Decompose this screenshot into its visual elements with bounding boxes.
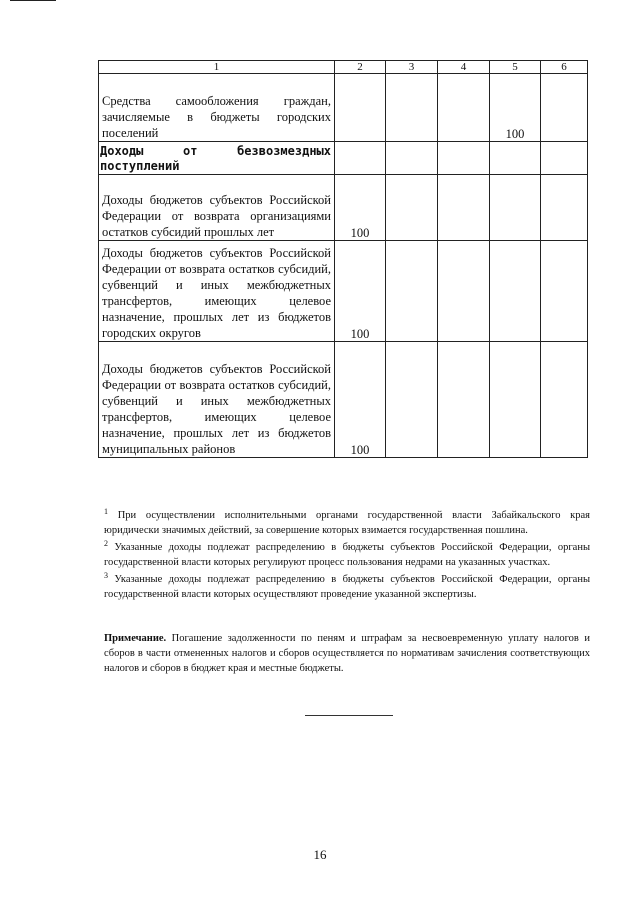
- table-cell: [541, 142, 588, 175]
- footnote-mark: 2: [104, 539, 108, 548]
- table-cell: [335, 142, 386, 175]
- separator-rule: [305, 715, 393, 716]
- footnotes: [104, 508, 590, 604]
- row-label: Средства самообложения граждан, зачисляемые в бюджеты городских поселений: [99, 74, 335, 142]
- column-header: 3: [386, 61, 438, 74]
- table-cell: [541, 241, 588, 342]
- table-cell: [335, 74, 386, 142]
- row-label: Доходы бюджетов субъектов Российской Федерации от возврата остатков субсидий, субвенций и иных межбюджетных трансфертов, имеющих целевое назначение, прошлых лет из бюджетов городских округов: [99, 241, 335, 342]
- column-header: 4: [438, 61, 490, 74]
- table-cell: [386, 241, 438, 342]
- table-cell: 100: [490, 74, 541, 142]
- table-row-section-header: [99, 142, 588, 175]
- note: [104, 631, 590, 676]
- table-cell: [490, 241, 541, 342]
- table-cell: [438, 175, 490, 241]
- note-text: Погашение задолженности по пеням и штрафам за несвоевременную уплату налогов и сборов в части отмененных налогов и сборов осуществляется по нормативам зачисления соответствующих налогов и сборов в бюджет края и местные бюджеты.: [104, 633, 590, 674]
- table-cell: [386, 175, 438, 241]
- note-label: Примечание.: [104, 633, 167, 644]
- top-rule: [10, 0, 56, 1]
- table-row: [99, 74, 588, 142]
- table-cell: [490, 142, 541, 175]
- table-cell: [541, 74, 588, 142]
- table-row: [99, 175, 588, 241]
- column-header: 6: [541, 61, 588, 74]
- footnote: [104, 540, 590, 570]
- footnote: [104, 572, 590, 602]
- footnote-text: При осуществлении исполнительными органами государственной власти Забайкальского края юридически значимых действий, за совершение которых взимается государственная пошлина.: [104, 510, 591, 536]
- footnote-mark: 1: [104, 507, 108, 516]
- row-label: Доходы бюджетов субъектов Российской Федерации от возврата остатков субсидий, субвенций и иных межбюджетных трансфертов, имеющих целевое назначение, прошлых лет из бюджетов муниципальных районов: [99, 342, 335, 458]
- table-cell: [490, 342, 541, 458]
- table-cell: [386, 142, 438, 175]
- table-cell: [386, 74, 438, 142]
- table-cell: 100: [335, 175, 386, 241]
- table-row: [99, 241, 588, 342]
- footnote-mark: 3: [104, 571, 108, 580]
- row-label: Доходы бюджетов субъектов Российской Федерации от возврата организациями остатков субсидий прошлых лет: [99, 175, 335, 241]
- table-cell: 100: [335, 342, 386, 458]
- table-cell: [541, 342, 588, 458]
- row-label: Доходы от безвозмездных поступлений: [99, 142, 335, 175]
- page-number: 16: [313, 847, 327, 862]
- table-cell: [438, 342, 490, 458]
- footnote-text: Указанные доходы подлежат распределению в бюджеты субъектов Российской Федерации, органы государственной власти которых осуществляют проведение указанной экспертизы.: [104, 574, 590, 600]
- table-cell: [386, 342, 438, 458]
- column-header: 2: [335, 61, 386, 74]
- footnote-text: Указанные доходы подлежат распределению в бюджеты субъектов Российской Федерации, органы государственной власти которых регулируют процесс пользования недрами на указанных участках.: [104, 542, 590, 568]
- table-cell: [438, 74, 490, 142]
- footnote: [104, 508, 590, 538]
- table-header-row: [99, 61, 588, 74]
- table-row: [99, 342, 588, 458]
- column-header: 1: [99, 61, 335, 74]
- table-cell: 100: [335, 241, 386, 342]
- revenue-table: [98, 60, 588, 458]
- table-cell: [438, 241, 490, 342]
- column-header: 5: [490, 61, 541, 74]
- table-cell: [541, 175, 588, 241]
- table-cell: [438, 142, 490, 175]
- table-cell: [490, 175, 541, 241]
